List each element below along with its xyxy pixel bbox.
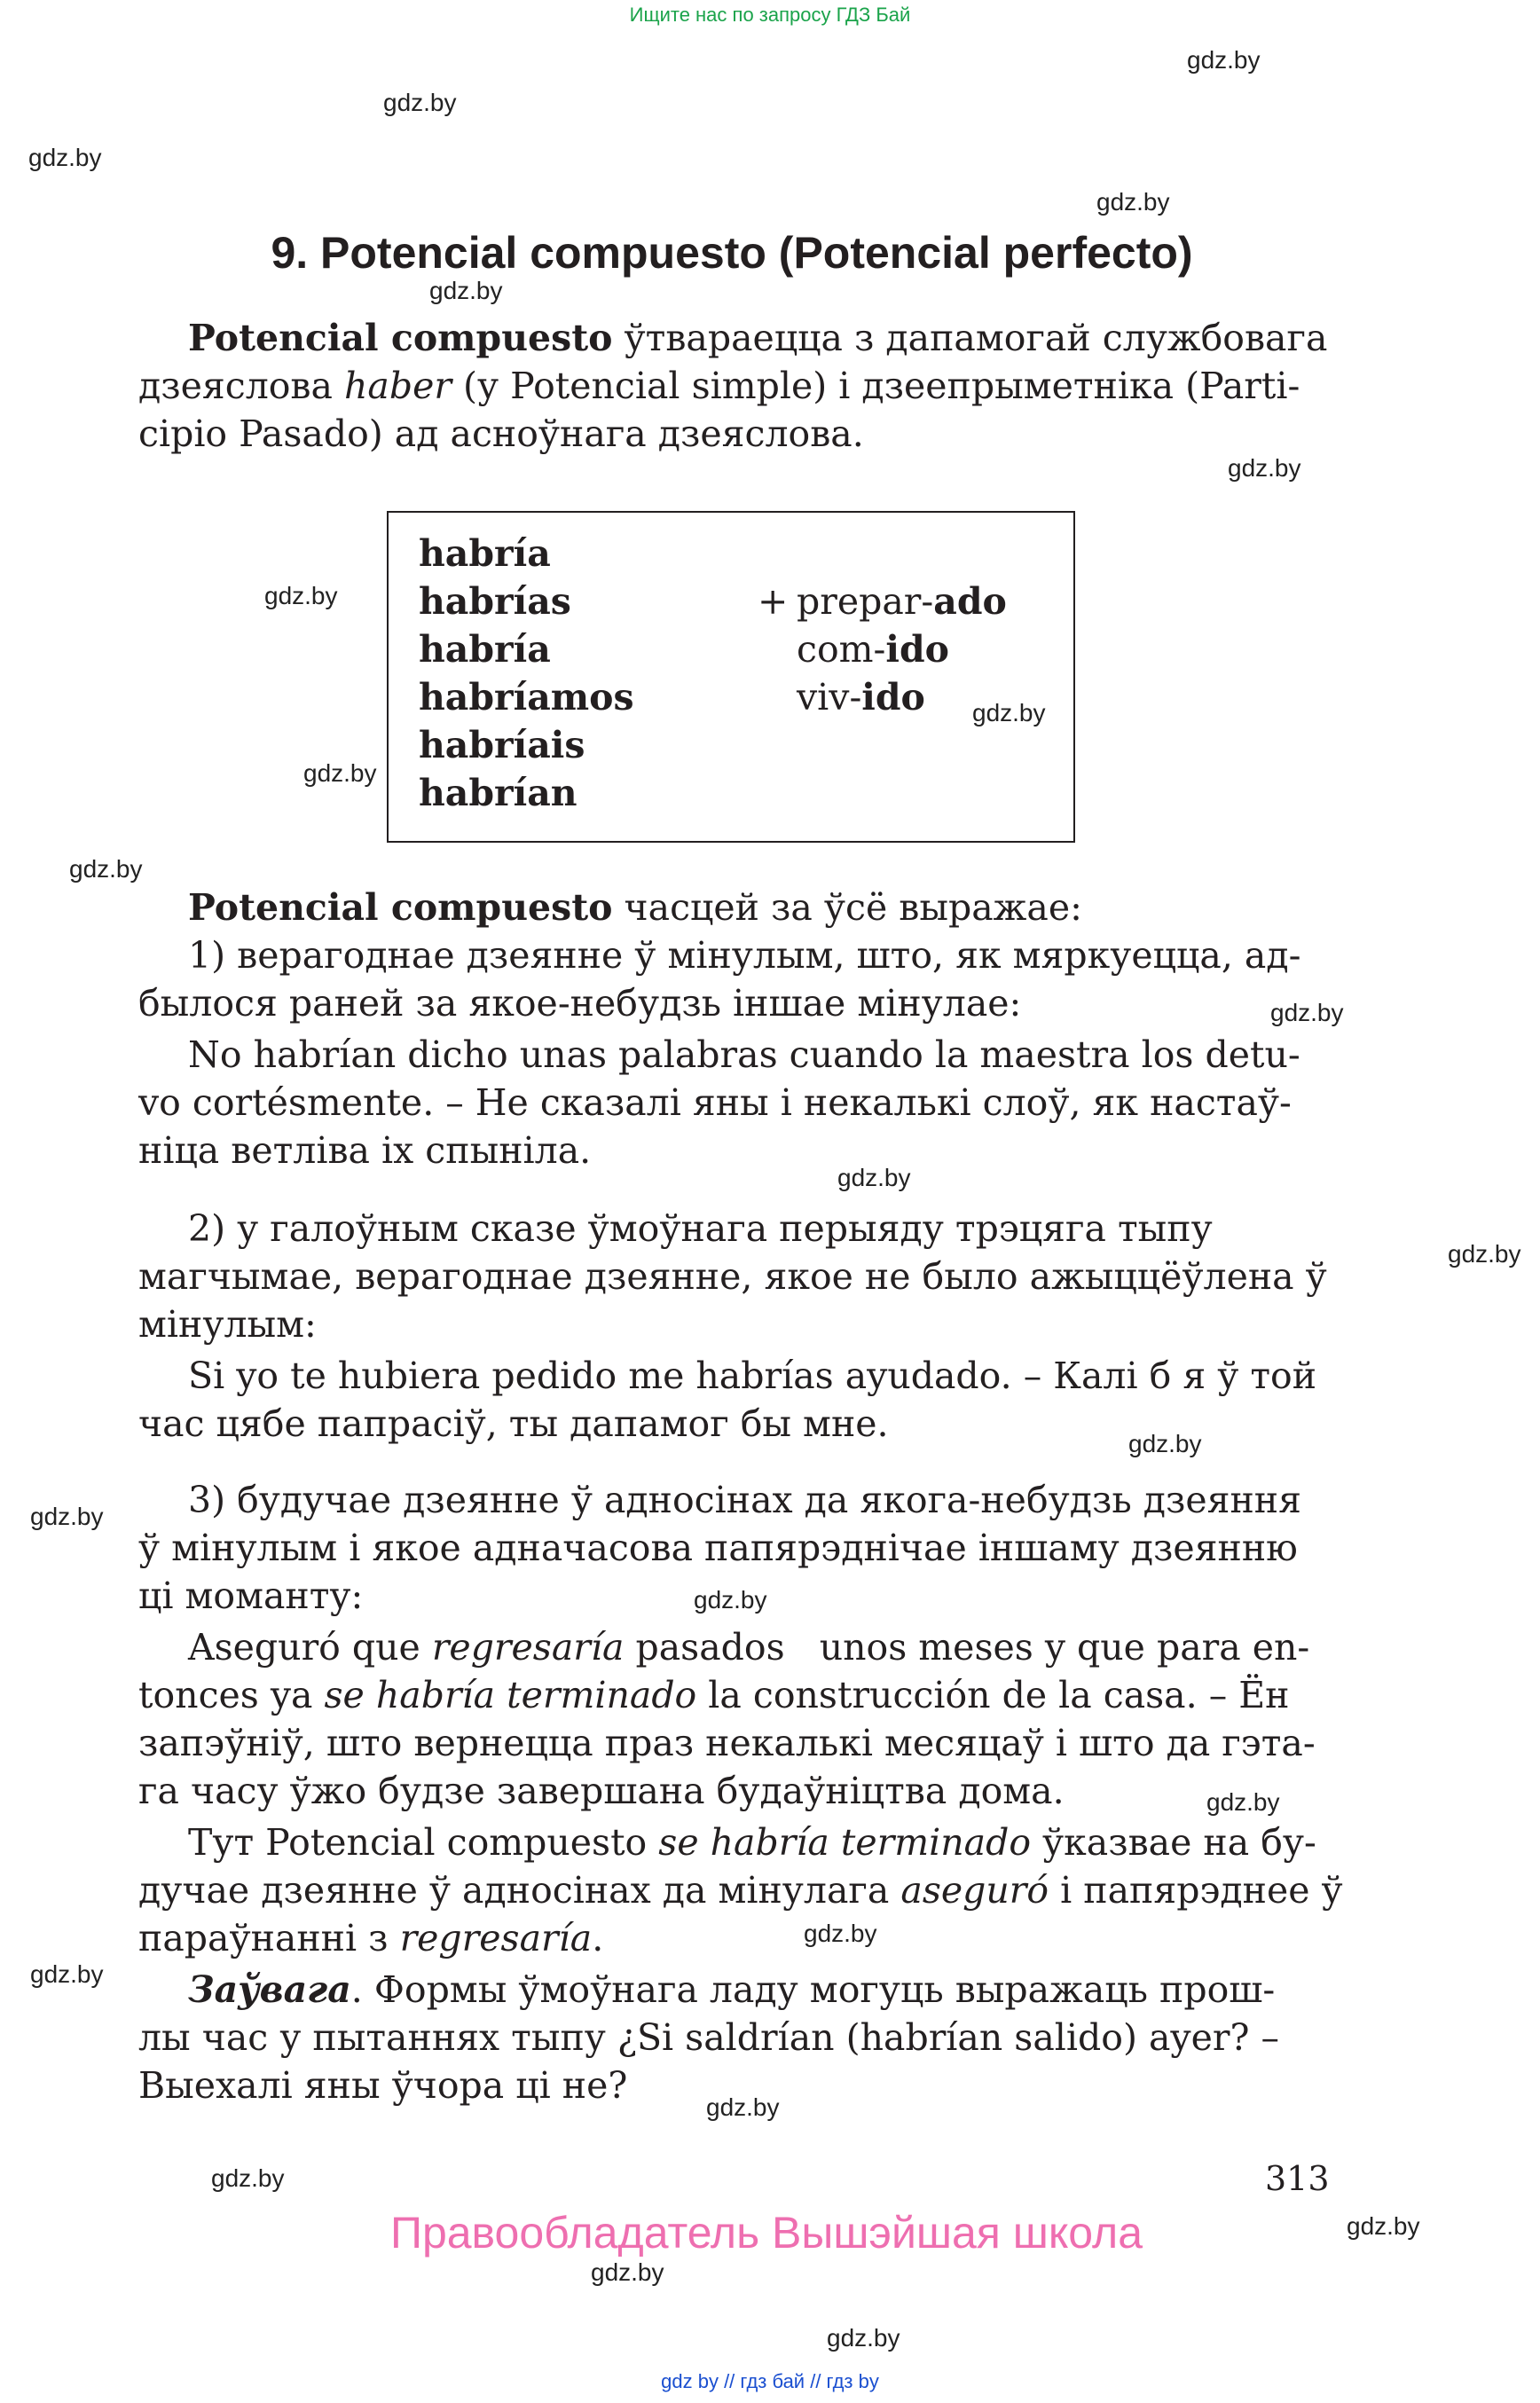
use-3-line: 3) будучае дзеянне ў адносінах да якога-небудзь дзеяння [188, 1479, 1301, 1521]
note-line: Выехалі яны ўчора ці не? [138, 2064, 628, 2107]
watermark: gdz.by [28, 144, 102, 171]
use-3-line: ці моманту: [138, 1575, 364, 1617]
watermark: gdz.by [264, 582, 338, 609]
use-2-line: 2) у галоўным сказе ўмоўнага перыяду трэцяга тыпу [188, 1207, 1213, 1250]
intro-line-3: cipio Pasado) ад асноўнага дзеяслова. [138, 412, 864, 455]
example-1-line: No habrían dicho unas palabras cuando la maestra los detu- [188, 1033, 1300, 1076]
watermark: gdz.by [827, 2324, 900, 2352]
watermark: gdz.by [837, 1164, 911, 1191]
intro-line-1: Potencial compuesto ўтвараецца з дапамогай службовага [188, 317, 1328, 359]
explanation-line: параўнанні з regresaría. [138, 1917, 604, 1959]
use-2-line: магчымае, верагоднае дзеянне, якое не было ажыццёўлена ў [138, 1255, 1327, 1298]
watermark: gdz.by [30, 1960, 104, 1988]
page-number: 313 [1265, 2159, 1330, 2198]
explanation-line: Тут Potencial compuesto se habría terminado ўказвае на бу- [188, 1821, 1316, 1864]
example-2-line: час цябе папрасіў, ты дапамог бы мне. [138, 1402, 889, 1445]
participle-com: com-ido [797, 628, 949, 671]
conj-form: habrían [419, 772, 578, 814]
watermark: gdz.by [591, 2258, 664, 2286]
participle-viv: viv-ido [797, 676, 925, 719]
header-search-link[interactable]: Ищите нас по запросу ГДЗ Бай [629, 4, 911, 26]
conj-form: habría [419, 532, 551, 575]
explanation-line: дучае дзеянне ў адносінах да мінулага aseguró і папярэднее ў [138, 1869, 1343, 1912]
watermark: gdz.by [303, 759, 377, 787]
example-3-line: Aseguró que regresaría pasados unos meses y que para en- [188, 1626, 1310, 1669]
example-3-line: запэўніў, што вернецца праз некалькі месяцаў і што да гэта- [138, 1722, 1316, 1764]
watermark: gdz.by [1270, 999, 1344, 1026]
use-3-line: ў мінулым і якое адначасова папярэднічае іншаму дзеянню [138, 1527, 1298, 1569]
watermark: gdz.by [1347, 2212, 1420, 2240]
note-line: лы час у пытаннях тыпу ¿Si saldrían (habrían salido) ayer? – [138, 2016, 1279, 2059]
intro-line-2: дзеяслова haber (у Potencial simple) і дзеепрыметніка (Parti- [138, 365, 1300, 407]
watermark: gdz.by [972, 699, 1046, 726]
example-1-line: ніца ветліва іх спыніла. [138, 1129, 592, 1172]
conj-form: habrías [419, 580, 571, 623]
example-1-line: vo cortésmente. – Не сказалі яны і некалькі слоў, як настаў- [138, 1081, 1292, 1124]
uses-lead: Potencial compuesto часцей за ўсё выражае: [188, 886, 1082, 929]
use-1-line: былося раней за якое-небудзь іншае мінулае: [138, 982, 1022, 1025]
watermark: gdz.by [69, 855, 143, 883]
watermark: gdz.by [1187, 46, 1261, 74]
example-2-line: Si yo te hubiera pedido me habrías ayudado. – Калі б я ў той [188, 1355, 1317, 1397]
note-line: Заўвага. Формы ўмоўнага ладу могуць выражаць прош- [188, 1968, 1276, 2011]
watermark: gdz.by [1096, 188, 1170, 216]
watermark: gdz.by [429, 277, 503, 304]
use-2-line: мінулым: [138, 1303, 317, 1346]
section-title: 9. Potencial compuesto (Potencial perfecto) [271, 228, 1193, 278]
watermark: gdz.by [1228, 454, 1301, 482]
watermark: gdz.by [1128, 1430, 1202, 1457]
watermark: gdz.by [30, 1503, 104, 1530]
watermark: gdz.by [706, 2093, 780, 2121]
conj-form: habríais [419, 724, 585, 766]
footer-links[interactable]: gdz by // гдз бай // гдз by [661, 2370, 879, 2392]
plus-sign: + [758, 580, 789, 623]
watermark: gdz.by [1448, 1240, 1521, 1268]
conj-form: habría [419, 628, 551, 671]
participle-prepar: prepar-ado [797, 580, 1007, 623]
use-1-line: 1) верагоднае дзеянне ў мінулым, што, як мяркуецца, ад- [188, 934, 1301, 977]
example-3-line: tonces ya se habría terminado la construcción de la casa. – Ён [138, 1674, 1290, 1716]
rights-holder: Правообладатель Вышэйшая школа [390, 2208, 1143, 2258]
conj-form: habríamos [419, 676, 634, 719]
example-3-line: га часу ўжо будзе завершана будаўніцтва дома. [138, 1770, 1065, 1812]
watermark: gdz.by [1206, 1788, 1280, 1816]
watermark: gdz.by [804, 1920, 877, 1947]
watermark: gdz.by [694, 1586, 767, 1614]
watermark: gdz.by [211, 2164, 285, 2192]
watermark: gdz.by [383, 89, 457, 116]
